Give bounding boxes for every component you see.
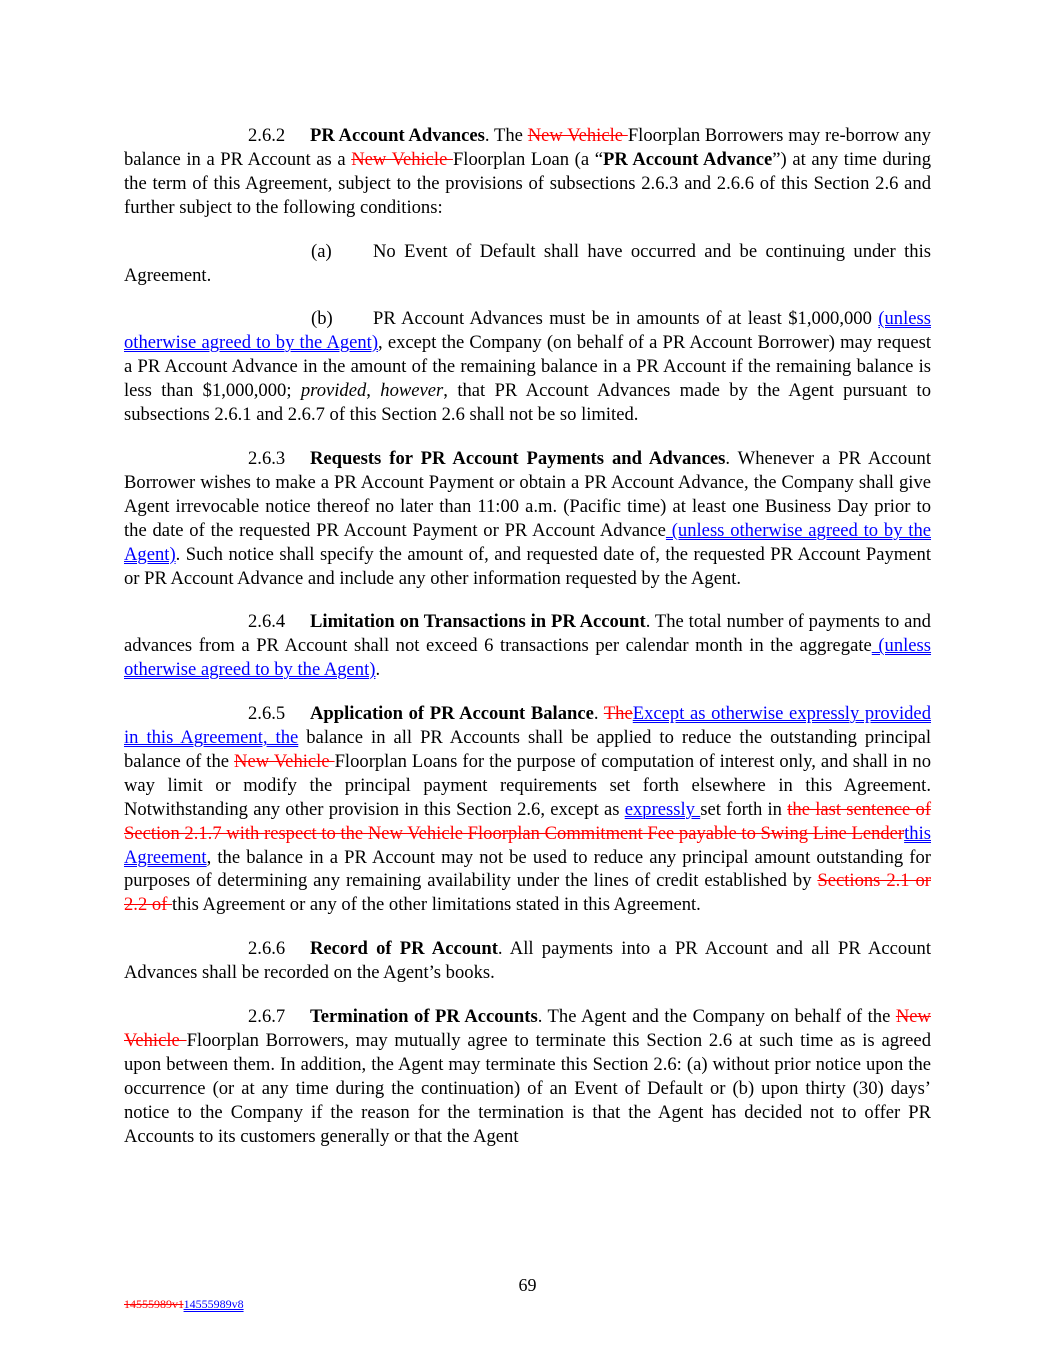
docid-inserted: 14555989v8 bbox=[183, 1297, 244, 1311]
docid-deleted: 14555989v1 bbox=[124, 1297, 184, 1311]
condition-label: (b) bbox=[311, 308, 333, 330]
section-heading: Requests for PR Account Payments and Advances bbox=[310, 447, 726, 469]
section-2-6-3: 2.6.3 Requests for PR Account Payments and Advances. Whenever a PR Account Borrower wishes to make a PR Account Payment or obtain a PR Account Advance, the Company shall give Agent irrevocable notice thereof no later than 11:00 a.m. (Pacific time) at least one Business Day prior to the date of the requested PR Account Payment or PR Account Advance (unless otherwise agreed to by the Agent). Such notice shall specify the amount of, and requested date of, the requested PR Account Payment or PR Account Advance and include any other information requested by the Agent. bbox=[124, 447, 932, 589]
section-heading: Application of PR Account Balance bbox=[310, 703, 594, 725]
section-heading: Termination of PR Accounts bbox=[310, 1006, 538, 1028]
deleted-text: New Vehicle bbox=[124, 1006, 931, 1051]
section-heading: PR Account Advances bbox=[310, 125, 485, 146]
section-number: 2.6.3 bbox=[248, 447, 286, 469]
inserted-text: this Agreement bbox=[124, 822, 931, 868]
section-number: 2.6.6 bbox=[248, 938, 286, 960]
deleted-text: New Vehicle bbox=[351, 148, 453, 170]
document-body bbox=[124, 124, 931, 1169]
inserted-text: expressly bbox=[624, 798, 701, 820]
deleted-text: the last sentence of Section 2.1.7 with respect to the New Vehicle Floorplan Commitment Fee payable to Swing Line Lender bbox=[124, 798, 932, 844]
section-2-6-6: 2.6.6 Record of PR Account. All payments into a PR Account and all PR Account Advances shall be recorded on the Agent’s books. bbox=[124, 938, 931, 984]
section-2-6-2: 2.6.2 PR Account Advances. The New Vehicle Floorplan Borrowers may re-borrow any balance in a PR Account as a New Vehicle Floorplan Loan (a “PR Account Advance”) at any time during the term of this Agreement, subject to the provisions of subsections 2.6.3 and 2.6.6 of this Section 2.6 and further subject to the following conditions: bbox=[124, 125, 932, 218]
deleted-text: New Vehicle bbox=[234, 750, 335, 772]
deleted-text: New Vehicle bbox=[527, 125, 628, 146]
condition-a: (a) No Event of Default shall have occurred and be continuing under this Agreement. bbox=[124, 240, 931, 286]
condition-label: (a) bbox=[311, 240, 332, 262]
inserted-text: (unless otherwise agreed to by the Agent) bbox=[124, 308, 931, 354]
deleted-text: The bbox=[603, 703, 633, 725]
section-heading: Limitation on Transactions in PR Account bbox=[310, 611, 646, 633]
section-number: 2.6.7 bbox=[248, 1006, 286, 1028]
inserted-text: (unless otherwise agreed to by the Agent) bbox=[124, 635, 932, 681]
section-number: 2.6.4 bbox=[248, 611, 286, 633]
section-2-6-7: 2.6.7 Termination of PR Accounts. The Agent and the Company on behalf of the New Vehicle Floorplan Borrowers, may mutually agree to terminate this Section 2.6 at such time as is agreed upon between them. In addition, the Agent may terminate this Section 2.6: (a) without prior notice upon the occurrence (or at any time during the continuation) of an Event of Default or (b) upon thirty (30) days’ notice to the Company if the reason for the termination is that the Agent has decided not to offer PR Accounts to its customers generally or that the Agent bbox=[124, 1006, 931, 1147]
section-heading: Record of PR Account bbox=[310, 938, 498, 960]
inserted-text: (unless otherwise agreed to by the Agent) bbox=[124, 519, 932, 565]
section-number: 2.6.5 bbox=[248, 703, 286, 725]
condition-b: (b) PR Account Advances must be in amounts of at least $1,000,000 (unless otherwise agreed to by the Agent), except the Company (on behalf of a PR Account Borrower) may request a PR Account Advance in the amount of the remaining balance in a PR Account if the remaining balance is less than $1,000,000; provided, however, that PR Account Advances made by the Agent pursuant to subsections 2.6.1 and 2.6.7 of this Section 2.6 shall not be so limited. bbox=[124, 308, 932, 426]
section-2-6-4: 2.6.4 Limitation on Transactions in PR Account. The total number of payments to and advances from a PR Account shall not exceed 6 transactions per calendar month in the aggregate (unless otherwise agreed to by the Agent). bbox=[124, 611, 932, 681]
section-2-6-5: 2.6.5 Application of PR Account Balance. TheExcept as otherwise expressly provided in this Agreement, the balance in all PR Accounts shall be applied to reduce the outstanding principal balance of the New Vehicle Floorplan Loans for the purpose of computation of interest only, and shall in no way limit or modify the principal payment requirements set forth elsewhere in this Agreement. Notwithstanding any other provision in this Section 2.6, except as expressly set forth in the last sentence of Section 2.1.7 with respect to the New Vehicle Floorplan Commitment Fee payable to Swing Line Lenderthis Agreement, the balance in a PR Account may not be used to reduce any principal amount outstanding for purposes of determining any remaining availability under the lines of credit established by Sections 2.1 or 2.2 of this Agreement or any of the other limitations stated in this Agreement. bbox=[124, 703, 932, 916]
document-id bbox=[124, 1297, 244, 1312]
page-number: 69 bbox=[518, 1275, 537, 1295]
deleted-text: Sections 2.1 or 2.2 of bbox=[124, 870, 931, 916]
inserted-text: Except as otherwise expressly provided in this Agreement, the bbox=[124, 703, 931, 749]
defined-term: PR Account Advance bbox=[603, 148, 773, 170]
section-number: 2.6.2 bbox=[248, 125, 286, 146]
